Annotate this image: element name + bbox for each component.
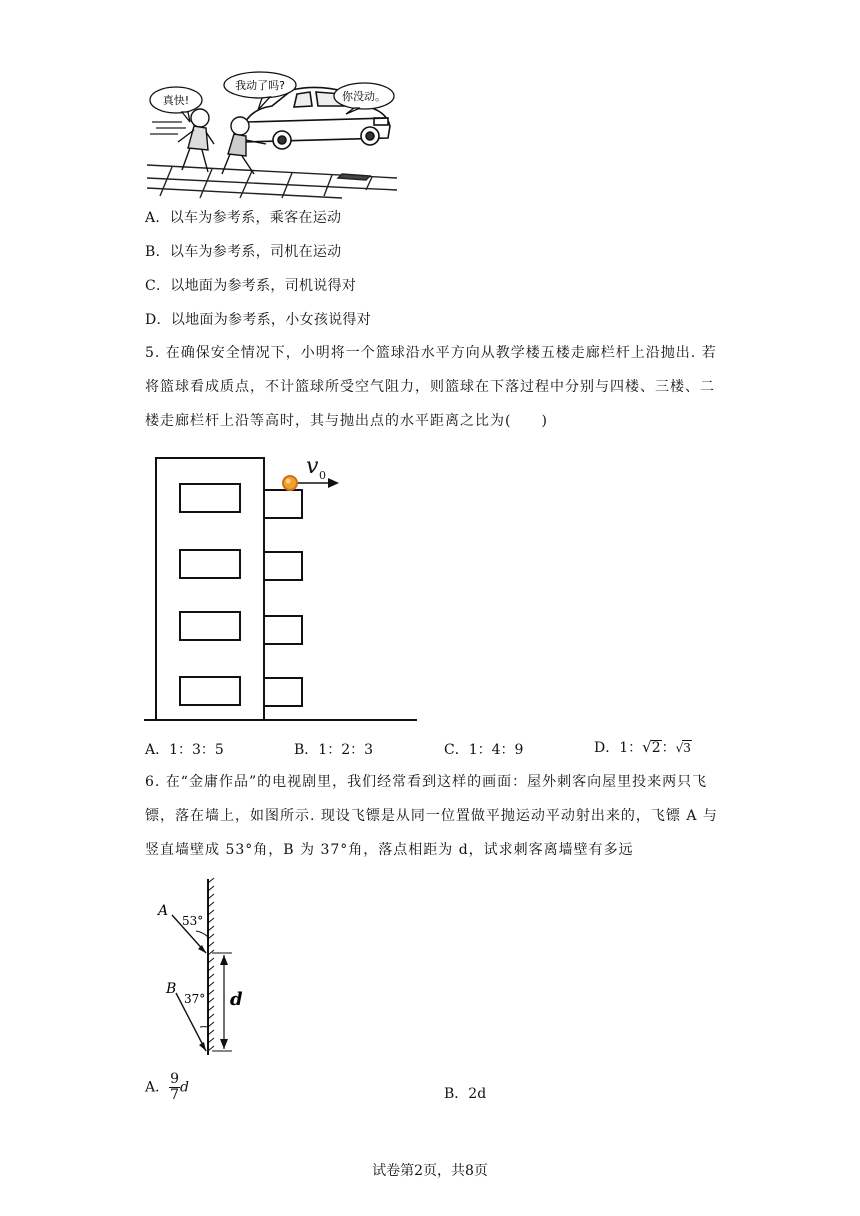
page-footer: 试卷第2页，共8页 — [372, 1163, 488, 1179]
dart-a-angle: 53° — [182, 914, 204, 928]
q4-option-b: B．以车为参考系，司机在运动 — [145, 244, 342, 260]
bubble-text-1: 真快! — [162, 94, 190, 107]
q4-option-a: A．以车为参考系，乘客在运动 — [145, 210, 342, 226]
q5-option-a: A．1：3：5 — [145, 742, 224, 758]
q4-option-d: D．以地面为参考系，小女孩说得对 — [145, 312, 372, 328]
q6-option-a-variable: d — [180, 1079, 190, 1096]
q5-question-text: 5. 在确保安全情况下，小明将一个篮球沿水平方向从教学楼五楼走廊栏杆上沿抛出. 若将篮球看成质点，不计篮球所受空气阻力，则篮球在下落过程中分别与四楼、三楼、二楼走廊栏杆上沿等高时，其与抛出点的水平距离之比为( ) — [145, 345, 717, 429]
q5-option-d-prefix: D．1： — [594, 740, 643, 756]
q6-option-b: B．2d — [444, 1086, 487, 1102]
distance-label: d — [230, 989, 243, 1010]
velocity-subscript: 0 — [319, 469, 326, 482]
q6-option-a-fraction — [169, 1072, 180, 1103]
q6-option-a-numerator: 9 — [170, 1071, 180, 1087]
bubble-text-2: 我动了吗? — [235, 79, 285, 92]
dart-b-label: B — [166, 981, 177, 997]
q5-option-d-sep: ： — [661, 740, 676, 756]
q6-question-text: 6. 在“金庸作品”的电视剧里，我们经常看到这样的画面：屋外刺客向屋里投来两只飞镖，落在墙上，如图所示. 现设飞镖是从同一位置做平抛运动平动射出来的，飞镖 A 与竖直墙壁成 53°角，B 为 37°角，落点相距为 d，试求刺客离墙壁有多远 — [145, 774, 718, 858]
q6-option-a — [145, 1072, 189, 1103]
q5-option-d: D．1：√2：√3 — [594, 738, 691, 756]
dart-b-angle: 37° — [184, 992, 206, 1006]
bubble-text-3: 你没动。 — [342, 90, 386, 103]
q6-option-a-prefix: A． — [145, 1079, 170, 1096]
darts-figure — [150, 875, 260, 1060]
q5-option-d-root1: 2 — [651, 740, 661, 756]
q4-option-c: C．以地面为参考系，司机说得对 — [145, 278, 357, 294]
building-figure — [142, 448, 422, 723]
velocity-label: v — [306, 454, 319, 479]
cartoon-figure — [142, 70, 402, 200]
q5-option-b: B．1：2：3 — [294, 742, 374, 758]
q5-option-c: C．1：4：9 — [444, 742, 524, 758]
dart-a-label: A — [158, 903, 169, 919]
q6-option-a-denominator: 7 — [170, 1087, 180, 1103]
q5-option-d-root2: 3 — [683, 741, 691, 755]
